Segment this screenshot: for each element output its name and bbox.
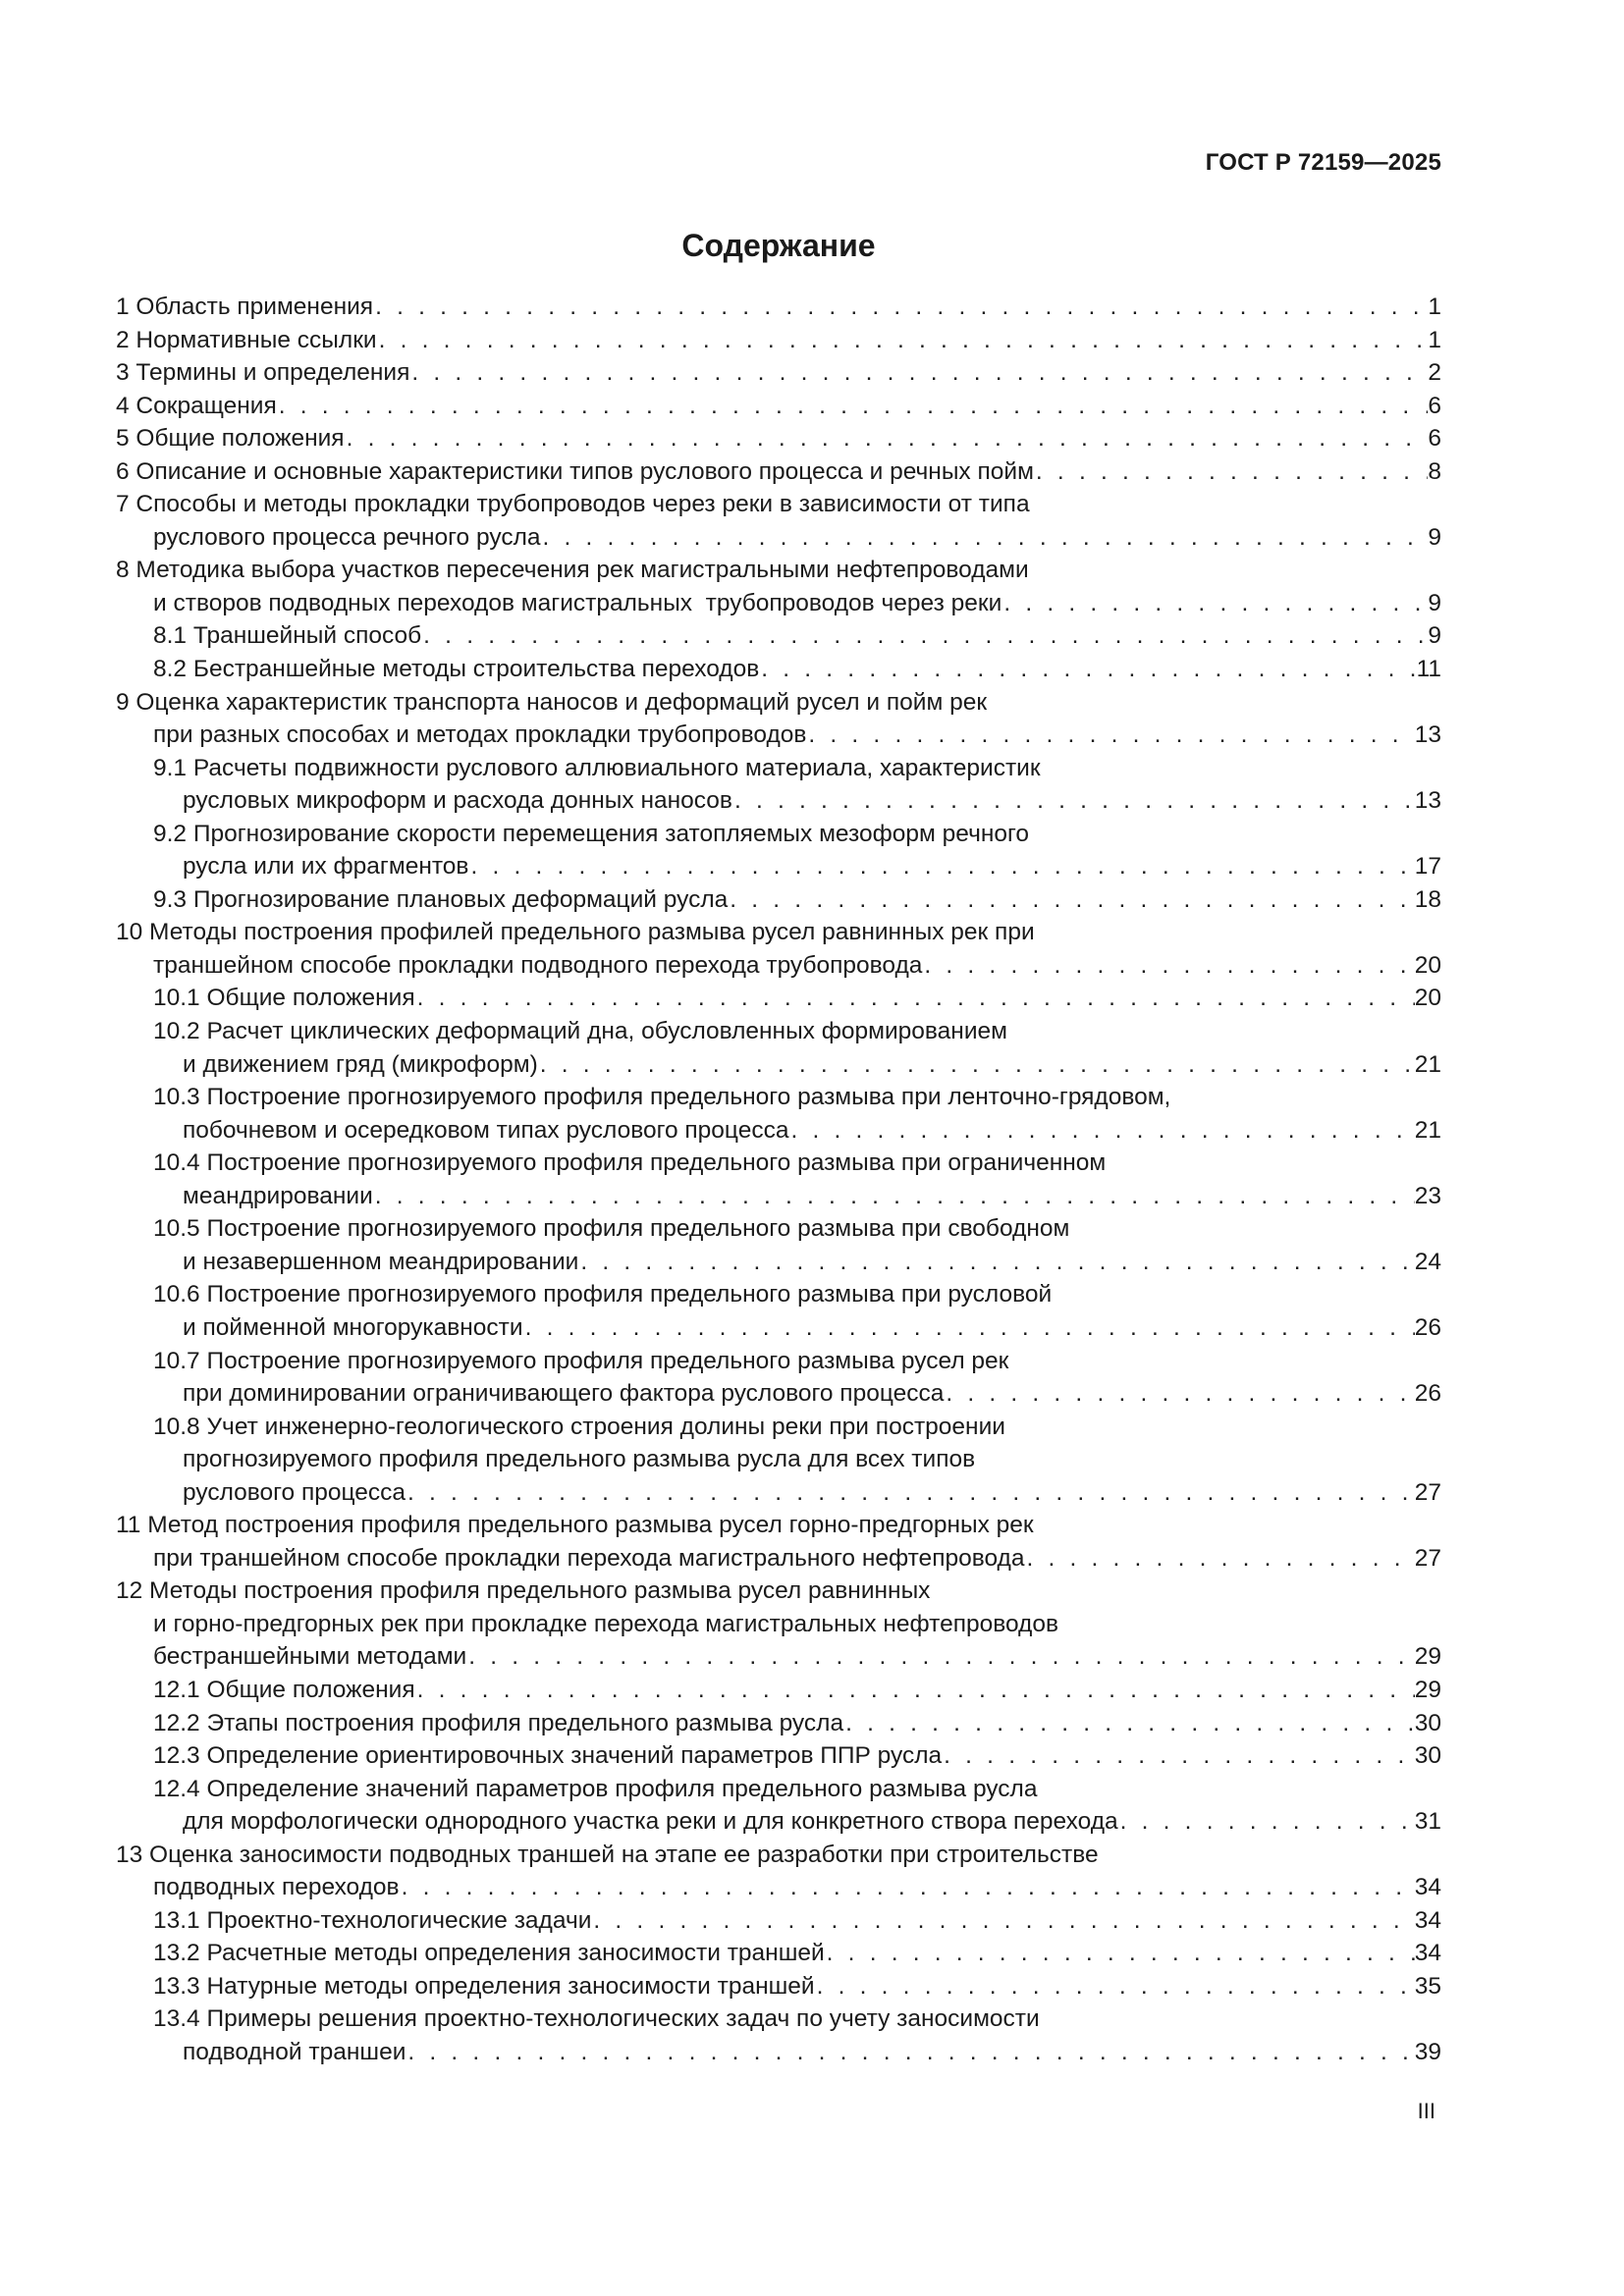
toc-entry-text: бестраншейными методами xyxy=(153,1643,467,1671)
toc-entry-text: 4 Сокращения xyxy=(116,392,277,419)
toc-entry-page: 9 xyxy=(1428,523,1441,551)
toc-entry-text: и движением гряд (микроформ) xyxy=(183,1050,538,1078)
toc-entry-text: руслового процесса речного русла xyxy=(153,523,541,551)
toc-entry-page: 18 xyxy=(1414,885,1441,913)
toc-entry-text: 10.8 Учет инженерно-геологического строения долины реки при построении xyxy=(153,1413,1005,1440)
toc-entry-text: 13.3 Натурные методы определения заносимости траншей xyxy=(153,1972,815,2000)
toc-entry-text: побочневом и осередковом типах руслового процесса xyxy=(183,1116,789,1144)
toc-entry[interactable] xyxy=(116,653,1441,686)
toc-entry-page: 29 xyxy=(1414,1643,1441,1671)
toc-entry-page: 2 xyxy=(1428,359,1441,387)
toc-entry-page: 35 xyxy=(1414,1972,1441,2000)
toc-entry-page: 34 xyxy=(1414,1874,1441,1901)
toc-entry[interactable] xyxy=(116,1707,1441,1740)
toc-entry-text: 9 Оценка характеристик транспорта наносов и деформаций русел и пойм рек xyxy=(116,688,988,716)
toc-entry-page: 1 xyxy=(1428,294,1441,320)
toc-entry-text: 10.5 Построение прогнозируемого профиля предельного размыва при свободном xyxy=(153,1215,1070,1243)
toc-dot-leader xyxy=(578,1246,1414,1279)
toc-entry-text: 10.4 Построение прогнозируемого профиля предельного размыва при ограниченном xyxy=(153,1149,1107,1177)
toc-entry-text: 12.4 Определение значений параметров профиля предельного размыва русла xyxy=(153,1775,1038,1802)
toc-entry[interactable] xyxy=(116,1015,1441,1081)
toc-entry[interactable] xyxy=(116,1904,1441,1938)
toc-dot-leader xyxy=(1118,1805,1415,1839)
toc-entry-page: 27 xyxy=(1414,1544,1441,1572)
toc-entry-text: 10.6 Построение прогнозируемого профиля предельного размыва при русловой xyxy=(153,1281,1053,1308)
toc-entry[interactable] xyxy=(116,1839,1441,1904)
toc-entry-page: 26 xyxy=(1414,1380,1441,1408)
toc-dot-leader xyxy=(922,949,1414,983)
toc-entry-page: 29 xyxy=(1414,1676,1441,1703)
toc-entry-text: 3 Термины и определения xyxy=(116,359,410,387)
toc-entry-text: 13.1 Проектно-технологические задачи xyxy=(153,1906,592,1934)
toc-entry-text: траншейном способе прокладки подводного перехода трубопровода xyxy=(153,951,923,979)
toc-entry-text: подводной траншеи xyxy=(183,2038,406,2065)
toc-dot-leader xyxy=(1034,455,1428,489)
toc-entry-text: 9.2 Прогнозирование скорости перемещения затопляемых мезоформ речного xyxy=(153,820,1030,847)
toc-title: Содержание xyxy=(681,228,876,263)
toc-dot-leader xyxy=(538,1048,1415,1082)
toc-entry[interactable] xyxy=(116,1773,1441,1839)
toc-dot-leader xyxy=(1001,587,1428,620)
toc-entry-text: прогнозируемого профиля предельного размыва русла для всех типов xyxy=(183,1446,976,1473)
toc-entry-text: 8.2 Бестраншейные методы строительства переходов xyxy=(153,656,760,683)
toc-dot-leader xyxy=(466,1640,1415,1674)
toc-entry-text: и створов подводных переходов магистральных трубопроводов через реки xyxy=(153,589,1002,616)
toc-dot-leader xyxy=(759,653,1416,686)
toc-entry[interactable] xyxy=(116,324,1441,357)
toc-entry[interactable] xyxy=(116,1739,1441,1773)
toc-dot-leader xyxy=(843,1707,1415,1740)
toc-entry-text: 6 Описание и основные характеристики типов руслового процесса и речных пойм xyxy=(116,457,1034,485)
toc-entry[interactable] xyxy=(116,356,1441,390)
toc-dot-leader xyxy=(806,719,1414,752)
toc-entry[interactable] xyxy=(116,752,1441,818)
toc-entry-page: 17 xyxy=(1414,853,1441,881)
toc-entry-page: 11 xyxy=(1416,656,1441,683)
toc-entry-page: 20 xyxy=(1414,985,1441,1012)
toc-dot-leader xyxy=(944,1377,1414,1411)
toc-entry-page: 21 xyxy=(1414,1116,1441,1144)
toc-entry-page: 6 xyxy=(1428,392,1441,419)
toc-entry-text: 13 Оценка заносимости подводных траншей на этапе ее разработки при строительстве xyxy=(116,1841,1099,1868)
document-code: ГОСТ Р 72159—2025 xyxy=(1205,149,1441,176)
toc-dot-leader xyxy=(591,1904,1414,1938)
toc-entry-text: и горно-предгорных рек при прокладке перехода магистральных нефтепроводов xyxy=(153,1610,1058,1637)
toc-entry-page: 9 xyxy=(1428,622,1441,650)
toc-entry-text: 8.1 Траншейный способ xyxy=(153,622,422,650)
toc-entry[interactable] xyxy=(116,883,1441,917)
toc-entry[interactable] xyxy=(116,1278,1441,1344)
toc-entry-text: меандрировании xyxy=(183,1182,373,1209)
toc-dot-leader xyxy=(373,1180,1415,1213)
toc-entry[interactable] xyxy=(116,1970,1441,2003)
toc-entry-text: 2 Нормативные ссылки xyxy=(116,326,377,353)
toc-entry-page: 24 xyxy=(1414,1248,1441,1275)
toc-entry-text: 9.3 Прогнозирование плановых деформаций русла xyxy=(153,885,729,913)
toc-entry-page: 9 xyxy=(1428,589,1441,616)
toc-entry[interactable] xyxy=(116,1674,1441,1707)
toc-entry[interactable] xyxy=(116,554,1441,619)
toc-dot-leader xyxy=(421,619,1428,653)
toc-entry-page: 21 xyxy=(1414,1050,1441,1078)
toc-entry[interactable] xyxy=(116,291,1441,324)
toc-entry[interactable] xyxy=(116,2002,1441,2068)
toc-entry-page: 30 xyxy=(1414,1709,1441,1736)
toc-entry-text: 9.1 Расчеты подвижности руслового аллювиального материала, характеристик xyxy=(153,754,1041,781)
toc-entry[interactable] xyxy=(116,1147,1441,1212)
toc-dot-leader xyxy=(728,883,1414,917)
toc-dot-leader xyxy=(415,1674,1415,1707)
toc-dot-leader xyxy=(1024,1542,1414,1575)
toc-entry-page: 34 xyxy=(1414,1940,1441,1967)
toc-dot-leader xyxy=(373,291,1428,324)
toc-entry-text: 1 Область применения xyxy=(116,294,374,320)
toc-entry[interactable] xyxy=(116,1937,1441,1970)
toc-dot-leader xyxy=(377,324,1429,357)
toc-entry-text: 10.7 Построение прогнозируемого профиля предельного размыва русел рек xyxy=(153,1347,1009,1374)
toc-dot-leader xyxy=(406,2036,1414,2069)
toc-entry-page: 27 xyxy=(1414,1478,1441,1506)
toc-entry[interactable] xyxy=(116,686,1441,752)
toc-entry-text: 12 Методы построения профиля предельного размыва русел равнинных xyxy=(116,1577,931,1605)
toc-dot-leader xyxy=(815,1970,1415,2003)
toc-entry-page: 8 xyxy=(1428,457,1441,485)
toc-entry-page: 31 xyxy=(1414,1808,1441,1836)
toc-entry-text: 5 Общие положения xyxy=(116,425,345,453)
toc-entry-text: русловых микроформ и расхода донных наносов xyxy=(183,787,732,815)
toc-dot-leader xyxy=(468,850,1414,883)
toc-entry-text: русла или их фрагментов xyxy=(183,853,469,881)
toc-entry-page: 6 xyxy=(1428,425,1441,453)
toc-entry[interactable] xyxy=(116,488,1441,554)
toc-dot-leader xyxy=(406,1476,1415,1510)
toc-dot-leader xyxy=(345,422,1429,455)
toc-entry[interactable] xyxy=(116,1345,1441,1411)
toc-entry[interactable] xyxy=(116,916,1441,982)
toc-dot-leader xyxy=(400,1871,1415,1904)
toc-entry[interactable] xyxy=(116,619,1441,653)
toc-entry[interactable] xyxy=(116,390,1441,423)
toc-entry-text: 10.2 Расчет циклических деформаций дна, обусловленных формированием xyxy=(153,1018,1007,1045)
toc-entry-page: 1 xyxy=(1428,326,1441,353)
toc-dot-leader xyxy=(409,356,1428,390)
toc-entry-page: 20 xyxy=(1414,951,1441,979)
toc-dot-leader xyxy=(277,390,1429,423)
toc-entry-text: 12.3 Определение ориентировочных значений параметров ППР русла xyxy=(153,1742,943,1770)
toc-entry-text: 10 Методы построения профилей предельного размыва русел равнинных рек при xyxy=(116,919,1035,946)
toc-entry-text: 12.2 Этапы построения профиля предельного размыва русла xyxy=(153,1709,844,1736)
toc-entry-page: 39 xyxy=(1414,2038,1441,2065)
toc-entry[interactable] xyxy=(116,1509,1441,1575)
toc-entry-text: 13.2 Расчетные методы определения заносимости траншей xyxy=(153,1940,825,1967)
toc-entry[interactable] xyxy=(116,1575,1441,1674)
toc-entry-text: руслового процесса xyxy=(183,1478,406,1506)
toc-entry[interactable] xyxy=(116,818,1441,883)
toc-entry-page: 30 xyxy=(1414,1742,1441,1770)
toc-entry[interactable] xyxy=(116,1411,1441,1510)
toc-entry-text: и незавершенном меандрировании xyxy=(183,1248,579,1275)
toc-entry-text: для морфологически однородного участка реки и для конкретного створа перехода xyxy=(183,1808,1118,1836)
toc-entry-text: 11 Метод построения профиля предельного размыва русел горно-предгорных рек xyxy=(116,1512,1034,1539)
toc-entry-text: и пойменной многорукавности xyxy=(183,1313,523,1341)
toc-entry-page: 34 xyxy=(1414,1906,1441,1934)
toc-dot-leader xyxy=(825,1937,1415,1970)
toc-entry[interactable] xyxy=(116,455,1441,489)
toc-entry-page: 23 xyxy=(1414,1182,1441,1209)
toc-entry-page: 13 xyxy=(1414,787,1441,815)
toc-entry-text: 10.1 Общие положения xyxy=(153,985,415,1012)
toc-dot-leader xyxy=(415,982,1415,1015)
toc-entry[interactable] xyxy=(116,982,1441,1015)
toc-entry-text: 7 Способы и методы прокладки трубопроводов через реки в зависимости от типа xyxy=(116,491,1030,518)
toc-entry-text: 10.3 Построение прогнозируемого профиля предельного размыва при ленточно-грядовом, xyxy=(153,1084,1171,1111)
toc-entry-text: 8 Методика выбора участков пересечения рек магистральными нефтепроводами xyxy=(116,557,1029,584)
toc-entry-text: при траншейном способе прокладки перехода магистрального нефтепровода xyxy=(153,1544,1025,1572)
toc-dot-leader xyxy=(788,1114,1414,1148)
toc-entry-text: при доминировании ограничивающего фактора руслового процесса xyxy=(183,1380,945,1408)
toc-entry[interactable] xyxy=(116,422,1441,455)
toc-entry-page: 26 xyxy=(1414,1313,1441,1341)
page-number: III xyxy=(1417,2099,1435,2123)
toc-entry-text: 12.1 Общие положения xyxy=(153,1676,415,1703)
toc-entry-page: 13 xyxy=(1414,721,1441,749)
toc-entry-text: 13.4 Примеры решения проектно-технологических задач по учету заносимости xyxy=(153,2005,1040,2033)
toc-dot-leader xyxy=(541,521,1429,555)
toc-dot-leader xyxy=(942,1739,1415,1773)
toc-entry-text: подводных переходов xyxy=(153,1874,400,1901)
table-of-contents xyxy=(116,291,1441,2069)
toc-dot-leader xyxy=(732,784,1415,818)
toc-entry[interactable] xyxy=(116,1081,1441,1147)
toc-dot-leader xyxy=(523,1311,1415,1345)
toc-entry-text: при разных способах и методах прокладки трубопроводов xyxy=(153,721,807,749)
toc-entry[interactable] xyxy=(116,1212,1441,1278)
